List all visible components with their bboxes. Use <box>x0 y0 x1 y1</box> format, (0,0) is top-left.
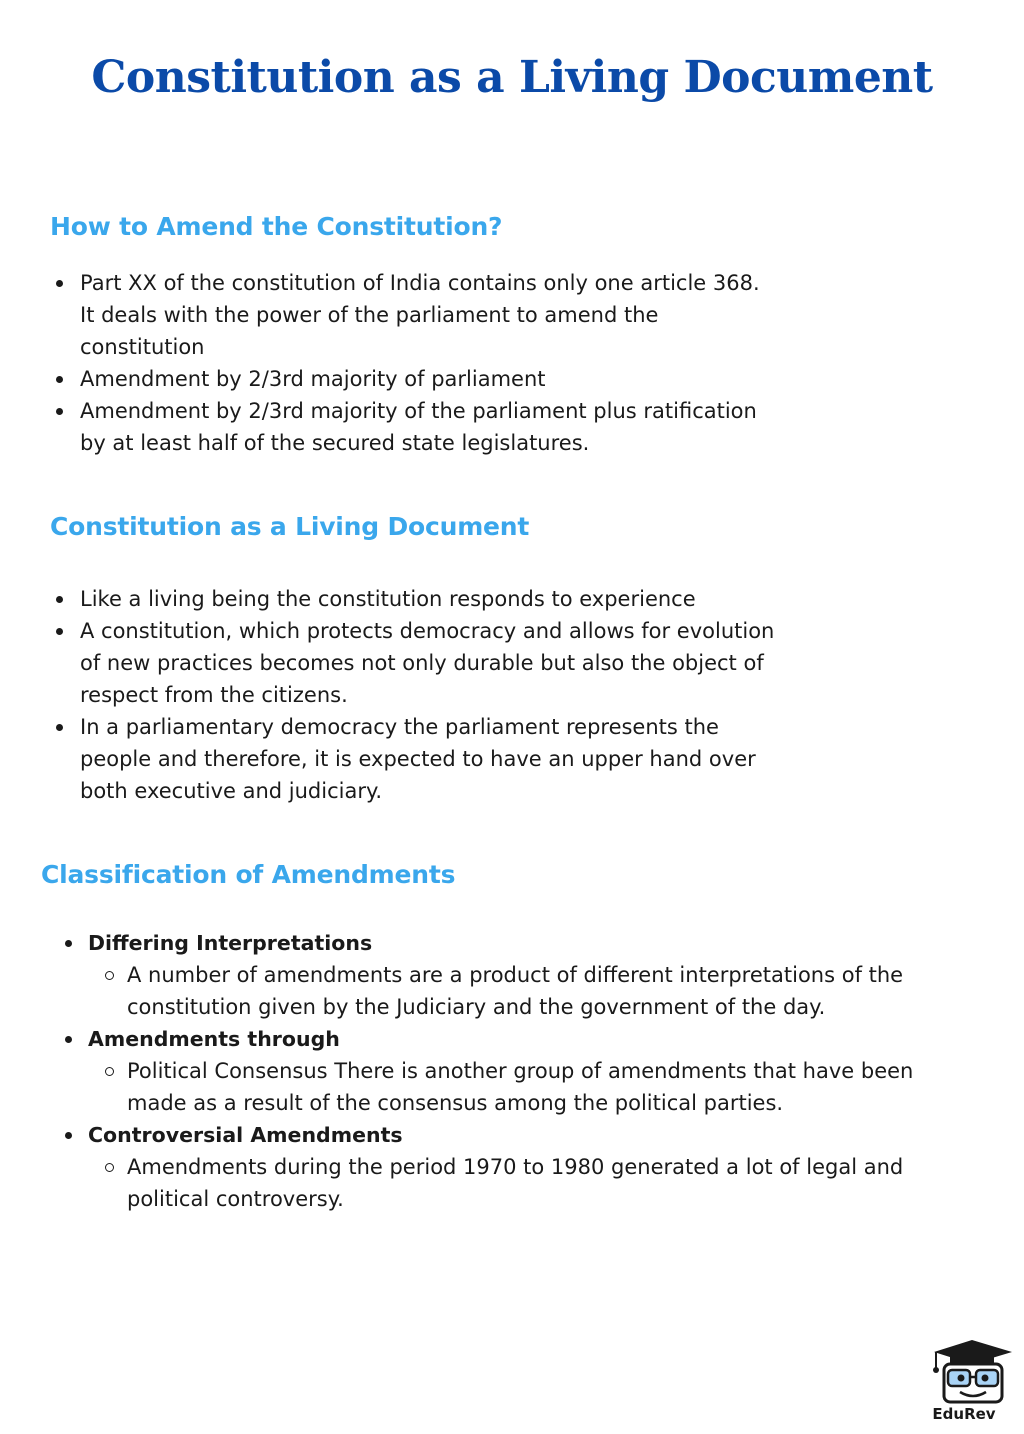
item-title: Controversial Amendments <box>88 1123 403 1147</box>
list-item: Part XX of the constitution of India contains only one article 368. It deals with the power of the parliament to amend the constitution <box>50 267 780 363</box>
sub-list-item: Political Consensus There is another group of amendments that have been made as a result of the consensus among the political parties. <box>88 1055 921 1119</box>
list-item <box>59 927 921 1023</box>
item-title: Amendments through <box>88 1027 340 1051</box>
item-title: Differing Interpretations <box>88 931 373 955</box>
sub-list <box>88 1151 921 1215</box>
bullet-list <box>50 583 790 807</box>
section-heading: Constitution as a Living Document <box>50 512 530 541</box>
sub-list <box>88 959 921 1023</box>
edurev-mascot-icon <box>928 1334 1018 1406</box>
section-heading: Classification of Amendments <box>41 860 456 889</box>
page-title: Constitution as a Living Document <box>91 52 933 103</box>
bullet-list <box>50 267 780 459</box>
sub-list-item: A number of amendments are a product of different interpretations of the constitution given by the Judiciary and the government of the day. <box>88 959 921 1023</box>
bullet-list <box>59 927 921 1215</box>
section-heading: How to Amend the Constitution? <box>50 212 503 241</box>
list-item: Amendment by 2/3rd majority of the parliament plus ratification by at least half of the secured state legislatures. <box>50 395 780 459</box>
list-item: Amendment by 2/3rd majority of parliament <box>50 363 780 395</box>
section-how-to-amend <box>50 212 780 459</box>
edurev-logo <box>928 1334 1018 1426</box>
list-item <box>59 1023 921 1119</box>
section-classification <box>41 860 921 1215</box>
list-item: In a parliamentary democracy the parliament represents the people and therefore, it is expected to have an upper hand over both executive and judiciary. <box>50 711 790 807</box>
list-item: A constitution, which protects democracy and allows for evolution of new practices becomes not only durable but also the object of respect from the citizens. <box>50 615 790 711</box>
list-item <box>59 1119 921 1215</box>
sub-list-item: Amendments during the period 1970 to 1980 generated a lot of legal and political controversy. <box>88 1151 921 1215</box>
sub-list <box>88 1055 921 1119</box>
section-living-document <box>50 512 790 807</box>
list-item: Like a living being the constitution responds to experience <box>50 583 790 615</box>
logo-text: EduRev <box>932 1405 996 1423</box>
